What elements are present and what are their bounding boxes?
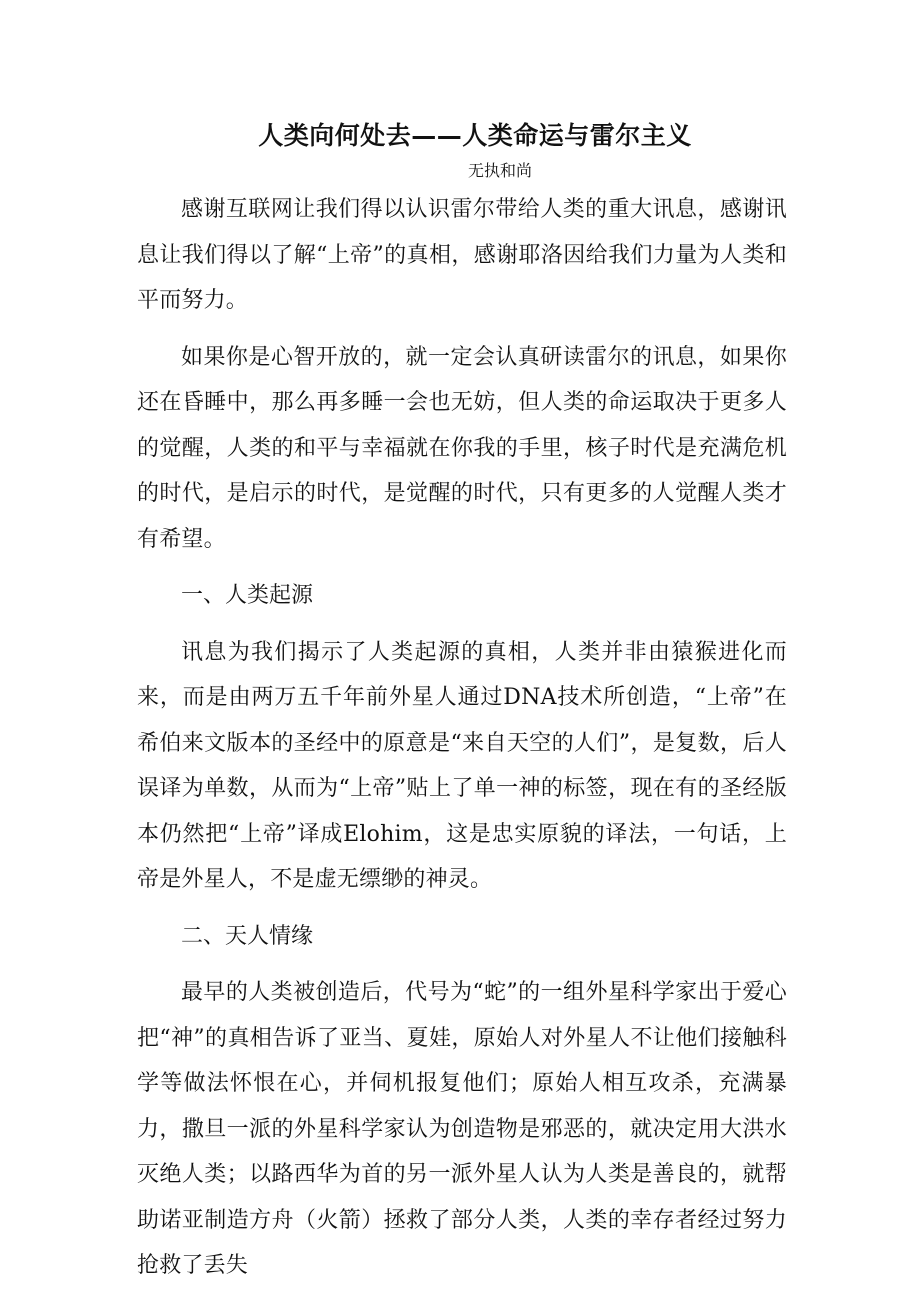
document-title: 人类向何处去——人类命运与雷尔主义 [258,121,692,150]
paragraph-awakening: 如果你是心智开放的，就一定会认真研读雷尔的讯息，如果你还在昏睡中，那么再多睡一会也无妨，但人类的命运取决于更多人的觉醒，人类的和平与幸福就在你我的手里，核子时代是充满危机的时代，是启示的时代，是觉醒的时代，只有更多的人觉醒人类才有希望。 [137,344,787,552]
paragraph-origin: 讯息为我们揭示了人类起源的真相，人类并非由猿猴进化而来，而是由两万五千年前外星人通过DNA技术所创造，“上帝”在希伯来文版本的圣经中的原意是“来自天空的人们”，是复数，后人误译为单数，从而为“上帝”贴上了单一神的标签，现在有的圣经版本仍然把“上帝”译成Elohim，这是忠实原貌的译法，一句话，上帝是外星人，不是虚无缥缈的神灵。 [137,639,787,892]
section-heading-bond: 二、天人情缘 [181,923,314,949]
document-body [137,187,787,1300]
document-author: 无执和尚 [467,161,532,180]
paragraph-intro: 感谢互联网让我们得以认识雷尔带给人类的重大讯息，感谢讯息让我们得以了解“上帝”的真相，感谢耶洛因给我们力量为人类和平而努力。 [137,197,787,313]
paragraph-bond: 最早的人类被创造后，代号为“蛇”的一组外星科学家出于爱心把“神”的真相告诉了亚当、夏娃，原始人对外星人不让他们接触科学等做法怀恨在心，并伺机报复他们；原始人相互攻杀，充满暴力，撒旦一派的外星科学家认为创造物是邪恶的，就决定用大洪水灭绝人类；以路西华为首的另一派外星人认为人类是善良的，就帮助诺亚制造方舟（火箭）拯救了部分人类，人类的幸存者经过努力抢救了丢失 [137,980,787,1278]
section-heading-origin: 一、人类起源 [181,583,314,608]
